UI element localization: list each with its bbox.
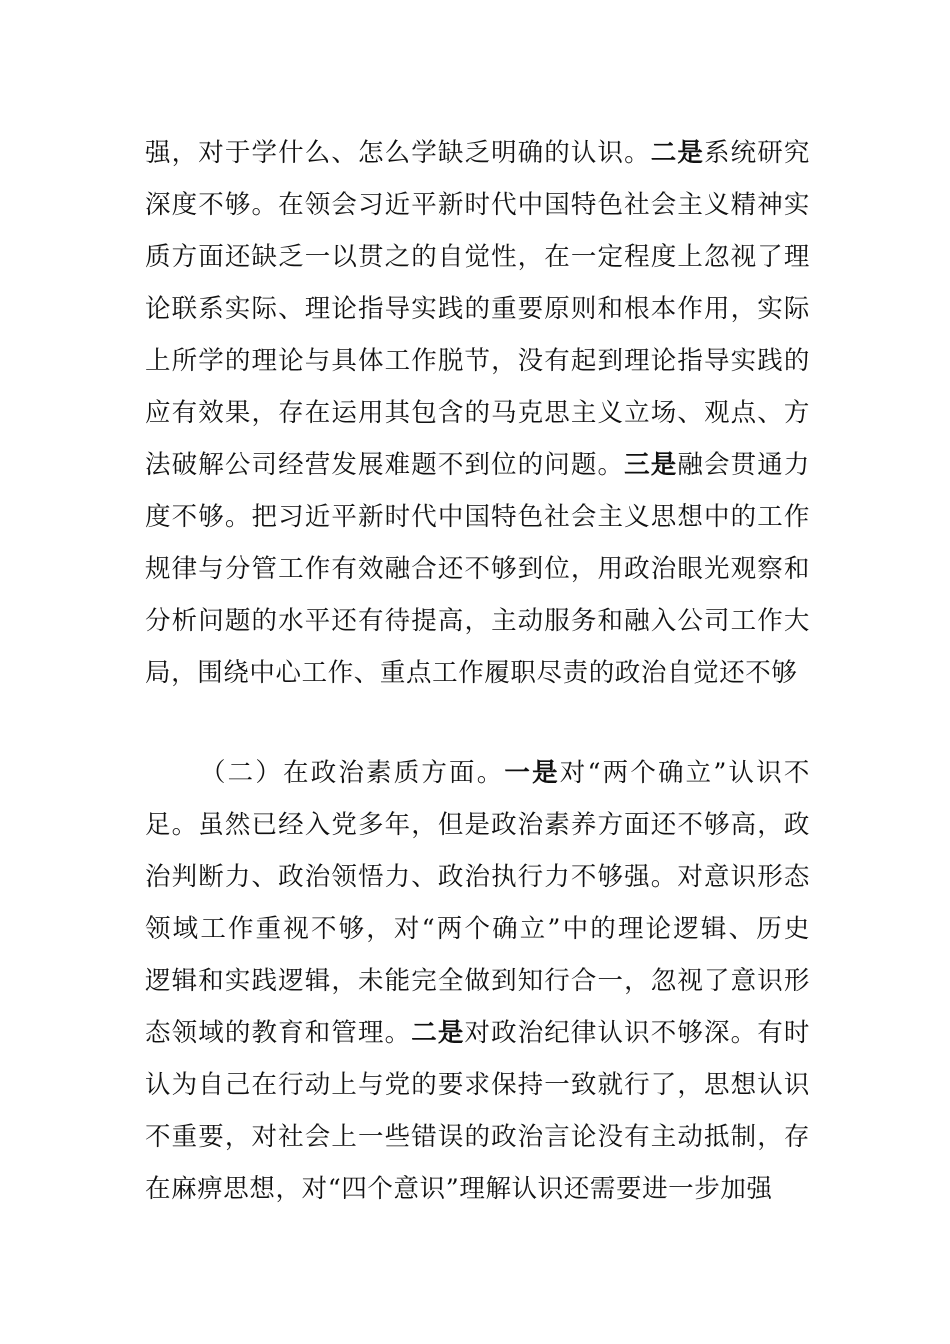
line-text: 不重要，对社会上一些错误的政治言论没有主动抵制，存 [145,1122,810,1152]
text-line [145,1163,810,1215]
emphasis-label: 二是 [411,1018,465,1048]
text-line [145,439,810,491]
emphasis-label: 一是 [504,758,560,788]
line-text: 分析问题的水平还有待提高，主动服务和融入公司工作大 [145,606,810,636]
line-text: 对政治纪律认识不够深。有时 [464,1018,810,1048]
text-line [145,491,810,543]
emphasis-label: 二是 [650,138,705,168]
emphasis-label: 三是 [624,450,678,480]
text-line [145,1059,810,1111]
line-text: 态领域的教育和管理。 [145,1018,412,1048]
line-text: 在麻痹思想，对“四个意识”理解认识还需要进一步加强 [145,1174,773,1204]
text-line [145,647,810,699]
line-text: 局，围绕中心工作、重点工作履职尽责的政治自觉还不够 [145,658,798,688]
line-text: 规律与分管工作有效融合还不够到位，用政治眼光观察和 [145,554,810,584]
line-text: 质方面还缺乏一以贯之的自觉性，在一定程度上忽视了理 [145,242,810,272]
line-text: 领域工作重视不够，对“两个确立”中的理论逻辑、历史 [145,914,810,944]
text-line [145,747,810,799]
text-line [145,231,810,283]
line-text: 上所学的理论与具体工作脱节，没有起到理论指导实践的 [145,346,810,376]
paragraph-theory-study [145,127,810,699]
text-line [145,127,810,179]
line-text: 逻辑和实践逻辑，未能完全做到知行合一，忽视了意识形 [145,966,810,996]
line-text: （二）在政治素质方面。 [200,758,505,788]
text-line [145,335,810,387]
line-text: 强，对于学什么、怎么学缺乏明确的认识。 [145,138,651,168]
line-text: 对“两个确立”认识不 [559,758,810,788]
text-line [145,283,810,335]
text-line [145,1111,810,1163]
text-line [145,543,810,595]
line-text: 融会贯通力 [677,450,810,480]
line-text: 深度不够。在领会习近平新时代中国特色社会主义精神实 [145,190,810,220]
text-line [145,387,810,439]
paragraph-political-quality [145,747,810,1215]
line-text: 度不够。把习近平新时代中国特色社会主义思想中的工作 [145,502,810,532]
text-line [145,595,810,647]
line-text: 认为自己在行动上与党的要求保持一致就行了，思想认识 [145,1070,810,1100]
line-text: 论联系实际、理论指导实践的重要原则和根本作用，实际 [145,294,810,324]
text-line [145,851,810,903]
text-line [145,955,810,1007]
text-line [145,903,810,955]
text-line [145,179,810,231]
line-text: 治判断力、政治领悟力、政治执行力不够强。对意识形态 [145,862,810,892]
text-line [145,1007,810,1059]
text-line [145,799,810,851]
line-text: 法破解公司经营发展难题不到位的问题。 [145,450,625,480]
line-text: 足。虽然已经入党多年，但是政治素养方面还不够高，政 [145,810,810,840]
line-text: 应有效果，存在运用其包含的马克思主义立场、观点、方 [145,398,810,428]
line-text: 系统研究 [704,138,811,168]
